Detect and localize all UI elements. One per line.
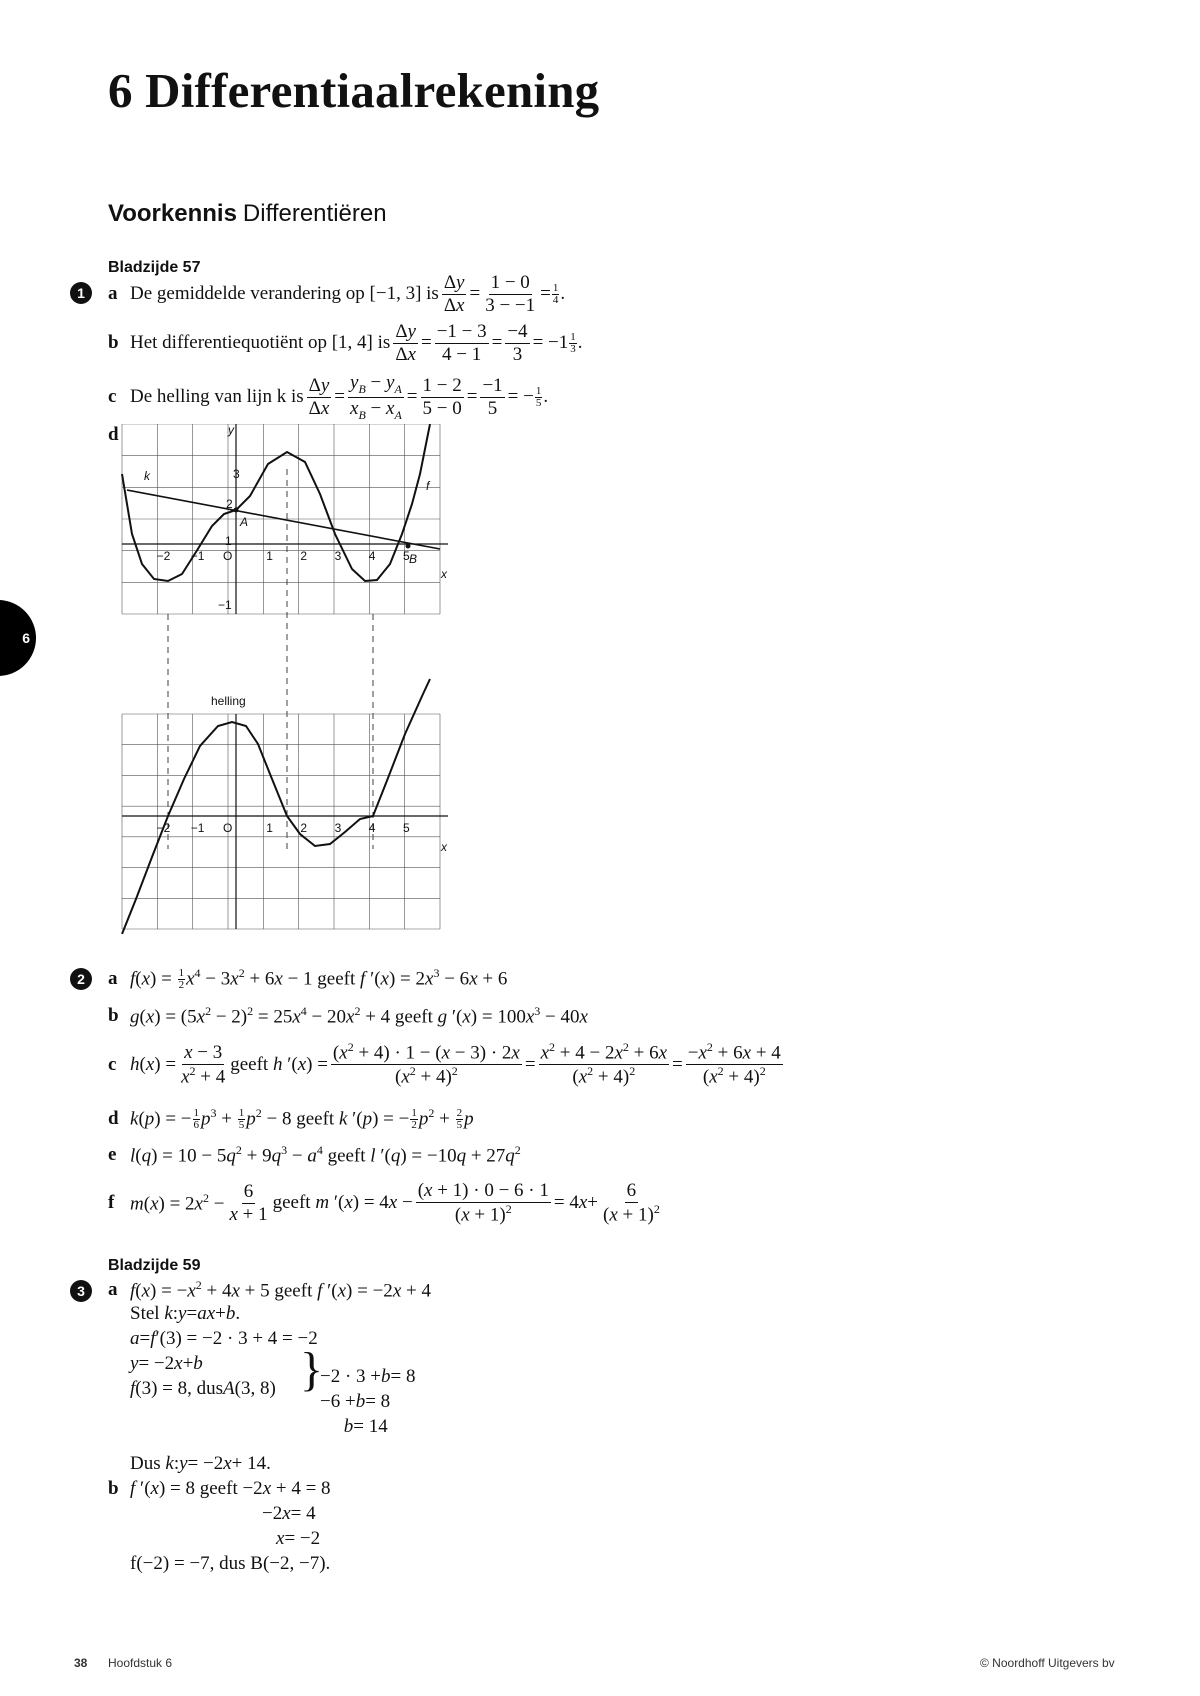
x-tick: 4: [368, 821, 376, 835]
ex2-c: c h(x) = $\frac{x - 3}{x^2 + 4}$ geeft h ′(x) = $\frac{(x^2 + 4) \cdot 1 - (x - 3) \cdot 2x}{(x^2 + 4)^2}$ = $\frac{x^2 + 4 - 2x^2 + 6x}{(x^2 + 4)^2}$ = $\frac{-x^2 + 6x + 4}{(x^2 + 4)^2}$: [108, 1040, 781, 1088]
ex1-b-text: Het differentiequotiënt op [1, 4] is: [130, 332, 391, 354]
footer-chapter: Hoofdstuk 6: [108, 1656, 173, 1670]
x-tick: O: [223, 549, 233, 563]
fraction: $\frac{-1}{5}$: [482, 374, 503, 419]
label-f: f: [426, 479, 430, 493]
fraction: $\frac{\Delta y}{\Delta x}$: [308, 374, 330, 419]
ex3-solve-3: b = 14: [343, 1416, 388, 1437]
ex3-b: b f ′(x) = 8 geeft −2x + 4 = 8: [108, 1478, 331, 1499]
ex3-b-result: f(−2) = −7, dus B(−2, −7).: [130, 1553, 331, 1574]
ex1-b: b Het differentiequotiënt op [1, 4] is $\frac{\Delta y}{\Delta x}$ = $\frac{-1 - 3}{4 - 1}$ = $\frac{-4}{3}$ = −1 1 3 .: [108, 321, 583, 365]
y-tick: 2: [226, 497, 233, 511]
y-tick: 3: [233, 467, 240, 481]
ex3-a: a $f(x) = -x^2 + 4x + 5$ geeft f ′(x) = −2x + 4: [108, 1278, 431, 1302]
fraction: $\frac{\Delta y}{\Delta x}$: [443, 272, 465, 316]
page-ref-57: Bladzijde 57: [108, 259, 201, 276]
section-heading-bold: Voorkennis: [108, 200, 237, 227]
ex2-e: e $l(q) = 10 - 5q^2 + 9q^3 - a^4$ geeft l $'(q) = -10q + 27q^2$: [108, 1143, 521, 1167]
fraction: $\frac{1 - 0}{3 - -1}$: [485, 272, 536, 316]
ex3-b-step2: x = −2: [276, 1528, 321, 1549]
exercise-number-2: 2: [70, 968, 92, 990]
section-heading-rest: Differentiëren: [242, 200, 387, 227]
ex3-conclusion: Dus k : y = −2 x + 14.: [130, 1453, 271, 1474]
x-tick: 4: [368, 549, 376, 563]
section-heading: [108, 200, 387, 228]
x-tick: O: [223, 821, 233, 835]
fraction: $\frac{-1 - 3}{4 - 1}$: [436, 321, 487, 365]
chapter-title: 6 Differentiaalrekening: [108, 63, 600, 118]
exercise-number-3: 3: [70, 1280, 92, 1302]
ex1-c-text: De helling van lijn k is: [130, 386, 304, 408]
exercise-number-1: 1: [70, 282, 92, 304]
fraction: 1 5: [535, 384, 542, 409]
footer-publisher: © Noordhoff Uitgevers bv: [980, 1656, 1115, 1670]
ex3-stel: Stel k : y = ax + b .: [130, 1303, 241, 1324]
ex1-a: a De gemiddelde verandering op [−1, 3] is $\frac{\Delta y}{\Delta x}$ = $\frac{1 - 0}{3 - -1}$ = 1 4 .: [108, 272, 566, 316]
ex3-system-2: f (3) = 8, dus A (3, 8): [130, 1378, 276, 1399]
label-k: k: [144, 469, 150, 483]
label-b: B: [409, 552, 418, 566]
y-axis-label: y: [228, 424, 234, 437]
ex3-solve-1: −2 · 3 + b = 8: [320, 1366, 416, 1387]
ex3-b-step1: −2 x = 4: [262, 1503, 316, 1524]
graph-figure: [120, 424, 460, 934]
x-tick: −1: [190, 821, 205, 835]
line-k: [127, 490, 440, 549]
x-tick: 1: [266, 821, 273, 835]
fraction: 1 3: [570, 330, 576, 355]
y-tick: −1: [218, 598, 232, 612]
brace: }: [300, 1343, 324, 1396]
fraction: $\frac{y_B - y_A}{x_B - x_A}$: [350, 372, 402, 422]
ex1-a-text: De gemiddelde verandering op [−1, 3] is: [130, 283, 439, 305]
ex2-f: f $m(x) = 2x^2$ − $\frac{6}{x + 1}$ geeft m ′(x) = 4x − $\frac{(x + 1) \cdot 0 - 6 \cdot 1}{(x + 1)^2}$ = 4 x + $\frac{6}{(x + 1)^2}$: [108, 1180, 660, 1226]
fraction: 1 4: [552, 281, 559, 306]
ex2-a: a f(x) = $\frac{1}{2}$ $x^4 - 3x^2 + 6x - 1$ geeft f $'(x) = 2x^3 - 6x + 6$: [108, 966, 508, 992]
ex3-solve-2: −6 + b = 8: [320, 1391, 391, 1412]
ex3-system-1: y = −2 x + b: [130, 1353, 203, 1374]
x-tick: 5: [403, 821, 410, 835]
point-b: [406, 544, 411, 549]
x-tick: 5: [403, 549, 410, 563]
x-tick: 2: [300, 549, 308, 563]
point-a: [234, 508, 239, 513]
x-tick: 3: [334, 549, 342, 563]
bottom-graph-axes: [122, 714, 448, 929]
fraction: $\frac{-4}{3}$: [507, 321, 528, 365]
chapter-tab: 6: [0, 600, 36, 676]
label-a: A: [240, 515, 249, 529]
x-tick: −2: [156, 549, 171, 563]
x-tick: −1: [190, 549, 205, 563]
ex3-slope: a = f ′(3) = −2 · 3 + 4 = −2: [130, 1328, 318, 1349]
ex2-d: d k(p) = − $\frac{1}{6}$ $p^3$ + $\frac{1}{5}$ $p^2 - 8$ geeft k ′(p) = − $\frac{1}{2}$ $p^2$ + $\frac{2}{5}$ p: [108, 1106, 474, 1132]
x-tick: 1: [266, 549, 273, 563]
ex1-c: c De helling van lijn k is $\frac{\Delta y}{\Delta x}$ = $\frac{y_B - y_A}{x_B - x_A}$ = $\frac{1 - 2}{5 - 0}$ = $\frac{-1}{5}$ = − 1 5 .: [108, 372, 549, 422]
page-number: 38: [74, 1656, 88, 1670]
fraction: $\frac{\Delta y}{\Delta x}$: [395, 321, 416, 365]
ex2-b: b $g(x) = (5x^2 - 2)^2 = 25x^4 - 20x^2 + 4$ geeft g $'(x) = 100x^3 - 40x$: [108, 1004, 588, 1028]
bottom-x-axis-label: x: [441, 840, 447, 854]
x-tick: 2: [300, 821, 308, 835]
ex1-d-label: d: [108, 424, 119, 445]
x-tick: −2: [156, 821, 171, 835]
x-tick: 3: [334, 821, 342, 835]
bottom-graph-title: helling: [211, 694, 246, 708]
page-ref-59: Bladzijde 59: [108, 1257, 201, 1274]
y-tick: 1: [225, 534, 232, 548]
x-axis-label: x: [441, 567, 447, 581]
fraction: $\frac{1 - 2}{5 - 0}$: [422, 374, 462, 419]
